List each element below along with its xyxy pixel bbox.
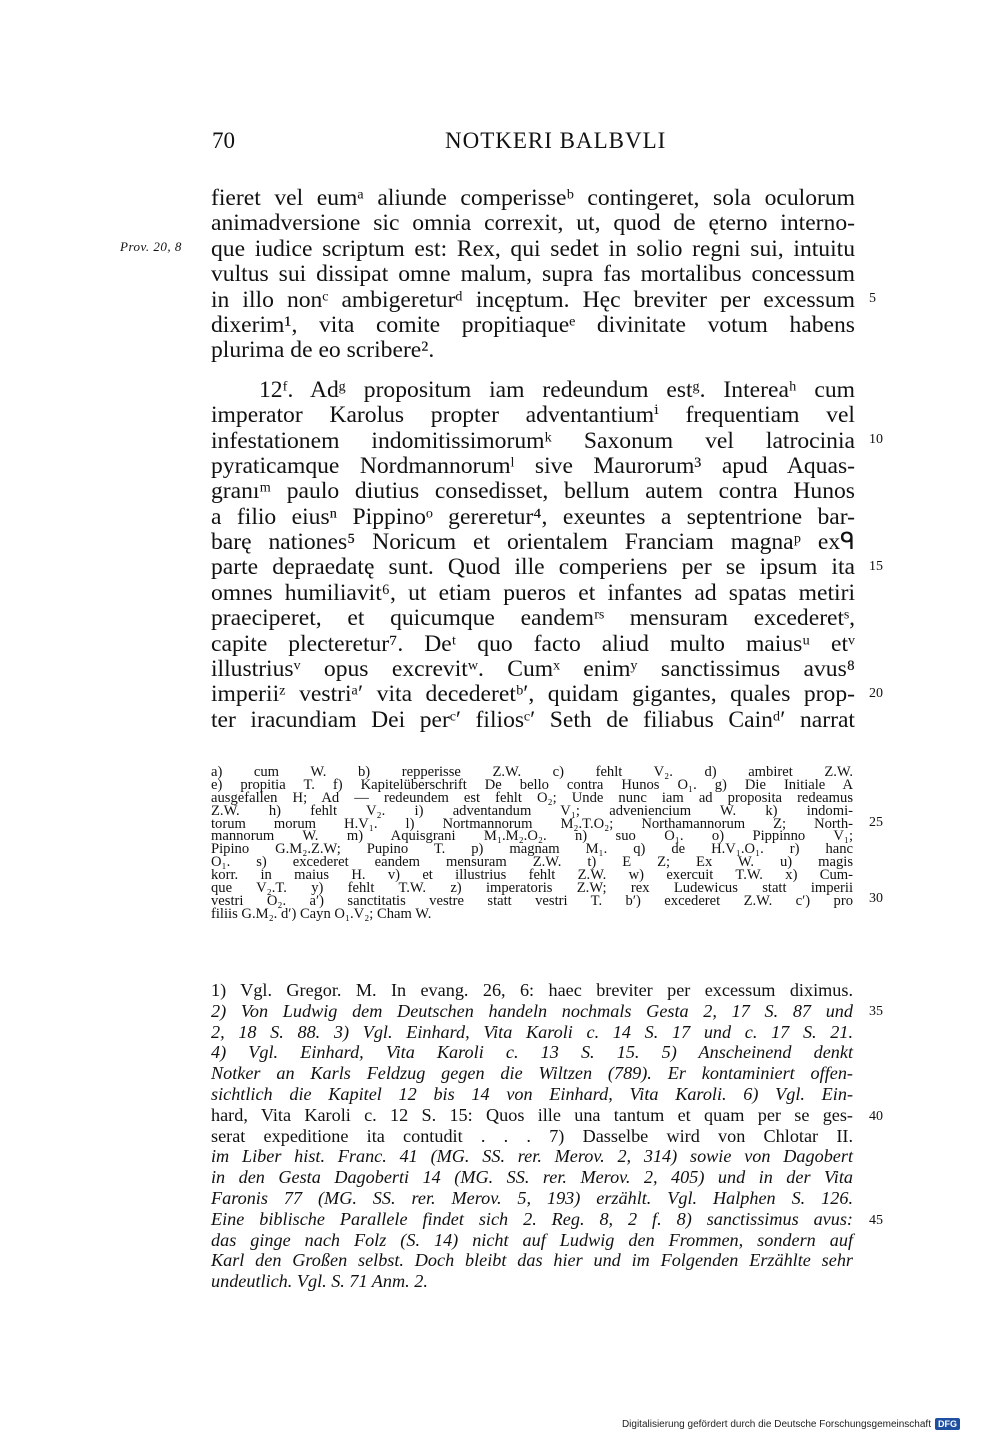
line-number: 25 [869, 815, 883, 830]
line-number: 20 [869, 686, 883, 701]
line-number: 40 [869, 1109, 883, 1124]
footnote-line: Eine biblische Parallele findet sich 2. Reg. 8, 2 f. 8) sanctissimus avus: [211, 1208, 853, 1229]
apparatus-line: O₁. s) excederet eandem mensuram Z.W. t) E Z; Ex W. u) magis [211, 854, 853, 871]
credit-text: Digitalisierung gefördert durch die Deutsche Forschungsgemeinschaft [621, 1418, 931, 1430]
apparatus-line: que V₂.T. y) fehlt T.W. z) imperatoris Z.W; rex Ludewicus statt imperii [211, 880, 853, 897]
page-number: 70 [212, 128, 235, 153]
footnote-line: sichtlich die Kapitel 12 bis 14 von Einhard, Vita Karoli. 6) Vgl. Ein- [211, 1083, 853, 1104]
text-line: in illo nonᶜ ambigereturᵈ incęptum. Hęc breviter per excessum [211, 286, 855, 313]
apparatus-line: filiis G.M₂. d′) Cayn O₁.V₂; Cham W. [211, 905, 432, 922]
footnote-line: undeutlich. Vgl. S. 71 Anm. 2. [211, 1271, 428, 1292]
text-line: pyraticamque Nordmannorumˡ sive Maurorum³ apud Aquas- [211, 452, 855, 479]
text-line: plurima de eo scribere². [211, 337, 435, 364]
text-line: 12ᶠ. Adᵍ propositum iam redeundum estᵍ. Intereaʰ cum [259, 376, 855, 403]
footnote-line: im Liber hist. Franc. 41 (MG. SS. rer. Merov. 2, 314) sowie von Dagobert [211, 1146, 853, 1167]
line-number: 10 [869, 432, 883, 447]
apparatus-line: korr. in maius H. v) et illustrius fehlt Z.W. w) exercuit T.W. x) Cum- [211, 867, 853, 884]
footnotes [211, 980, 853, 1292]
text-line: ter iracundiam Dei perᶜ′ filiosᶜ′ Seth de filiabus Cainᵈ′ narrat [211, 706, 855, 733]
text-line: animadversione sic omnia correxit, ut, quod de ęterno interno- [211, 210, 855, 237]
footnote-line: Faronis 77 (MG. SS. rer. Merov. 5, 193) erzählt. Vgl. Halphen S. 126. [211, 1187, 853, 1208]
footnote-line: 1) Vgl. Gregor. M. In evang. 26, 6: haec breviter per excessum diximus. [211, 980, 853, 1000]
text-line: fieret vel eumᵃ aliunde comperisseᵇ contingeret, sola oculorum [211, 185, 855, 211]
text-line: vultus sui dissipat omne malum, supra fas mortalibus concessum [211, 261, 855, 288]
footnote-line: in den Gesta Dagoberti 14 (MG. SS. rer. Merov. 2, 405) und in der Vita [211, 1167, 853, 1188]
text-line: infestationem indomitissimorumᵏ Saxonum vel latrocinia [211, 427, 855, 454]
text-line: parte depraedatę sunt. Quod ille comperiens per se ipsum ita [211, 554, 855, 581]
footnote-line: hard, Vita Karoli c. 12 S. 15: Quos ille una tantum et quam per se ges- [211, 1104, 853, 1125]
text-line: capite plecteretur⁷. Deᵗ quo facto aliud multo maiusᵘ etᵛ [211, 630, 855, 657]
margin-note: Prov. 20, 8 [120, 239, 182, 254]
text-line: praeciperet, et quicumque eandemʳˢ mensuram excederetˢ, [211, 605, 855, 632]
line-number: 35 [869, 1004, 883, 1019]
apparatus-line: Pipino G.M₂.Z.W; Pupino T. p) magnam M₁. q) de H.V₁.O₁. r) hanc [211, 841, 853, 858]
text-line: barę nationes⁵ Noricum et orientalem Franciam magnaᵖ exᑫ [211, 529, 855, 556]
apparatus-line: torum morum H.V₁. l) Nortmannorum M₂.T.O₂; Northamannorum Z; North- [211, 815, 853, 832]
text-line: granıᵐ paulo diutius consedisset, bellum autem contra Hunos [211, 478, 855, 505]
dfg-credit [622, 1418, 960, 1430]
line-number: 15 [869, 559, 883, 574]
footnote-line: 2, 18 S. 88. 3) Vgl. Einhard, Vita Karoli c. 14 S. 17 und c. 17 S. 21. [211, 1021, 853, 1042]
text-line: que iudice scriptum est: Rex, qui sedet in solio regni sui, intuitu [211, 235, 855, 262]
line-number: 5 [869, 291, 876, 306]
footnote-line: das ginge nach Folz (S. 14) nicht auf Ludwig den Frommen, sondern auf [211, 1229, 853, 1250]
footnote-line: serat expeditione ita contudit . . . 7) Dasselbe wird von Chlotar II. [211, 1125, 853, 1146]
apparatus-line: ausgefallen H; Ad — redeundem est fehlt O₂; Unde nunc iam ad proposita redeamus [211, 789, 853, 806]
text-line: illustriusᵛ opus excrevitʷ. Cumˣ enimʸ sanctissimus avus⁸ [211, 656, 855, 683]
apparatus-line: Z.W. h) fehlt V₂. i) adventandum V₁; adveniencium W. k) indomi- [211, 802, 853, 819]
text-line: dixerim¹, vita comite propitiaqueᵉ divinitate votum habens [211, 311, 855, 338]
apparatus-line: a) cum W. b) repperisse Z.W. c) fehlt V₂. d) ambiret Z.W. [211, 764, 853, 780]
main-text [211, 186, 855, 733]
text-line: omnes humiliavit⁶, ut etiam pueros et infantes ad spatas metiri [211, 579, 855, 606]
footnote-line: 2) Von Ludwig dem Deutschen handeln nochmals Gesta 2, 17 S. 87 und [211, 1000, 853, 1021]
line-number: 30 [869, 891, 883, 906]
dfg-logo: DFG [935, 1418, 960, 1430]
apparatus-line: mannorum W. m) Aquisgrani M₁.M₂.O₂. n) suo O₁. o) Pippinno V₁; [211, 828, 853, 845]
text-line: imperiiᶻ vestriᵃ′ vita decederetᵇ′, quidam gigantes, quales prop- [211, 681, 855, 708]
text-line: a filio eiusⁿ Pippinoᵒ gereretur⁴, exeuntes a septentrione bar- [211, 503, 855, 530]
footnote-line: Karl den Großen selbst. Doch bleibt das hier und im Folgenden Erzählte sehr [211, 1250, 853, 1271]
apparatus-line: e) propitia T. f) Kapitelüberschrift De bello contra Hunos O₁. g) Die Initiale A [211, 776, 853, 793]
text-line: imperator Karolus propter adventantiumⁱ frequentiam vel [211, 402, 855, 429]
apparatus-line: vestri O₂. a′) sanctitatis vestre statt vestri T. b′) excederet Z.W. c′) pro [211, 892, 853, 909]
footnote-line: Notker an Karls Feldzug gegen die Wiltzen (789). Er kontaminiert offen- [211, 1063, 853, 1084]
footnote-line: 4) Vgl. Einhard, Vita Karoli c. 13 S. 15. 5) Anscheinend denkt [211, 1042, 853, 1063]
line-number: 45 [869, 1213, 883, 1228]
running-title: NOTKERI BALBVLI [445, 128, 667, 153]
critical-apparatus [211, 766, 853, 921]
